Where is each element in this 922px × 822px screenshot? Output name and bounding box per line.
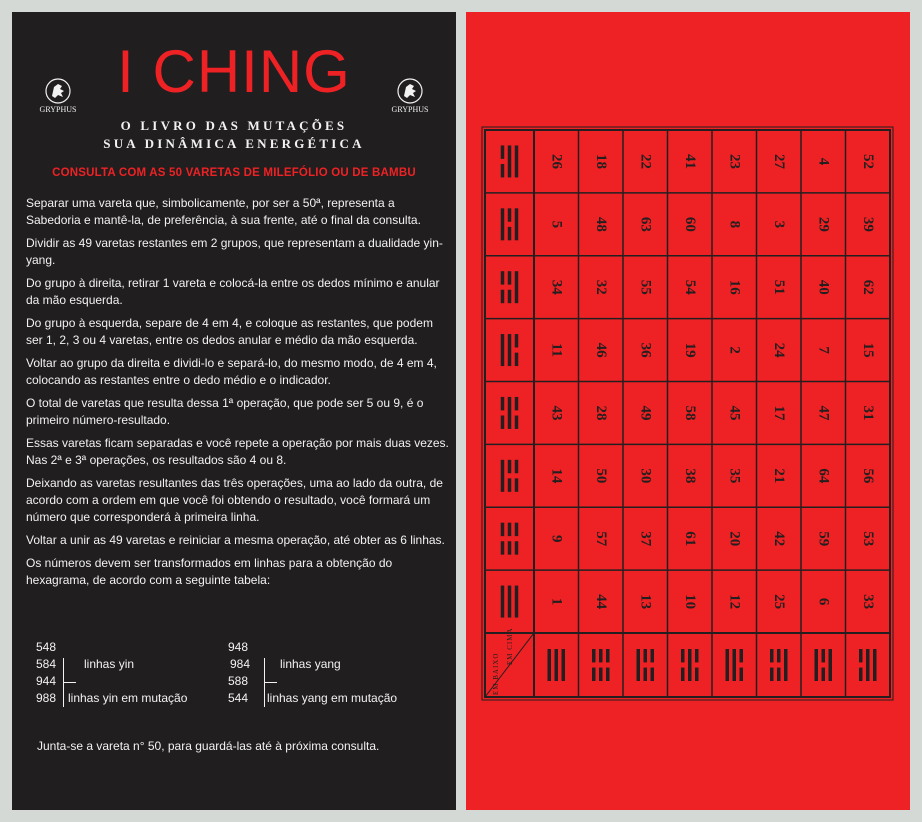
griffin-icon bbox=[45, 78, 71, 104]
paragraph: Voltar a unir as 49 varetas e reiniciar a mesma operação, até obter as 6 linhas. bbox=[26, 533, 445, 547]
yin-line bbox=[508, 227, 512, 240]
hexagram-grid bbox=[466, 12, 910, 810]
hexagram-table-panel bbox=[466, 12, 910, 810]
hexagram-number: 58 bbox=[681, 405, 698, 421]
hexagram-number: 4 bbox=[815, 157, 832, 166]
hexagram-number: 37 bbox=[637, 531, 654, 547]
instructions-text bbox=[26, 195, 451, 595]
yin-line bbox=[508, 541, 512, 554]
hexagram-number: 48 bbox=[592, 216, 609, 232]
hexagram-number: 21 bbox=[770, 468, 787, 484]
hexagram-number: 31 bbox=[859, 405, 876, 421]
yang-label: linhas yang bbox=[280, 657, 341, 671]
yin-line bbox=[822, 668, 826, 681]
yin-line bbox=[515, 353, 519, 366]
hexagram-number: 9 bbox=[548, 534, 565, 543]
yin-line bbox=[501, 290, 505, 303]
hexagram-number: 2 bbox=[726, 346, 743, 354]
hexagram-number: 24 bbox=[770, 342, 787, 358]
hexagram-number: 10 bbox=[681, 594, 698, 610]
yin-line bbox=[681, 668, 685, 681]
yang-line bbox=[548, 649, 552, 681]
hexagram-number: 36 bbox=[637, 342, 654, 358]
yang-line bbox=[733, 649, 737, 681]
publisher-logo-right bbox=[385, 78, 435, 114]
column-trigram bbox=[637, 649, 655, 681]
hexagram-number: 32 bbox=[592, 279, 609, 295]
yin-label: linhas yin bbox=[84, 657, 135, 671]
paragraph: Do grupo à direita, retirar 1 vareta e colocá-la entre os dedos mínimo e anular da mão esquerda. bbox=[26, 276, 440, 307]
hexagram-number: 55 bbox=[637, 279, 654, 295]
yang-line bbox=[508, 334, 512, 366]
yang-line bbox=[726, 649, 730, 681]
hexagram-number: 19 bbox=[681, 342, 698, 358]
hexagram-number: 16 bbox=[726, 279, 743, 295]
row-trigram bbox=[501, 397, 519, 429]
column-trigram bbox=[726, 649, 744, 681]
hexagram-number: 26 bbox=[548, 153, 565, 169]
hexagram-number: 27 bbox=[770, 153, 787, 169]
hexagram-number: 18 bbox=[592, 153, 609, 169]
hexagram-number: 52 bbox=[859, 153, 876, 169]
yin-line bbox=[508, 523, 512, 536]
hexagram-number: 3 bbox=[770, 220, 787, 229]
instruction-panel bbox=[12, 12, 456, 810]
yang-line bbox=[515, 208, 519, 240]
hexagram-number: 7 bbox=[815, 346, 832, 354]
hexagram-number: 63 bbox=[637, 216, 654, 232]
publisher-name: GRYPHUS bbox=[391, 105, 429, 114]
yin-line bbox=[501, 164, 505, 177]
hexagram-number: 8 bbox=[726, 220, 743, 229]
hexagram-number: 30 bbox=[637, 468, 654, 484]
bracket bbox=[264, 682, 277, 683]
row-trigram bbox=[501, 208, 519, 240]
paragraph: Voltar ao grupo da direita e dividi-lo e separá-lo, do mesmo modo, de 4 em 4, colocando as restantes entre o dedo médio e o indicador. bbox=[26, 356, 437, 387]
yang-line bbox=[515, 145, 519, 177]
griffin-icon bbox=[397, 78, 423, 104]
yin-line bbox=[651, 649, 655, 662]
yang-line bbox=[829, 649, 833, 681]
yin-line bbox=[606, 649, 610, 662]
yin-number: 584 bbox=[36, 657, 57, 671]
yin-line bbox=[515, 334, 519, 347]
column-trigram bbox=[548, 649, 566, 681]
footer-note: Junta-se a vareta n° 50, para guardá-las até à próxima consulta. bbox=[37, 739, 380, 753]
hexagram-number: 56 bbox=[859, 468, 876, 484]
hexagram-number: 33 bbox=[859, 594, 876, 610]
yin-line bbox=[501, 415, 505, 428]
yin-line bbox=[508, 290, 512, 303]
hexagram-number: 20 bbox=[726, 531, 743, 547]
hexagram-number: 43 bbox=[548, 405, 565, 421]
hexagram-number: 5 bbox=[548, 220, 565, 229]
hexagram-number: 49 bbox=[637, 405, 654, 421]
yang-line bbox=[515, 271, 519, 303]
hexagram-number: 14 bbox=[548, 468, 565, 484]
yang-line bbox=[508, 145, 512, 177]
yin-line bbox=[515, 460, 519, 473]
yin-line bbox=[501, 145, 505, 158]
paragraph: Dividir as 49 varetas restantes em 2 grupos, que representam a dualidade yin-yang. bbox=[26, 236, 443, 267]
paragraph: O total de varetas que resulta dessa 1ª operação, que pode ser 5 ou 9, é o primeiro número-resultado. bbox=[26, 396, 424, 427]
hexagram-number: 38 bbox=[681, 468, 698, 484]
hexagram-number: 46 bbox=[592, 342, 609, 358]
hexagram-number: 64 bbox=[815, 468, 832, 484]
publisher-logo-left bbox=[33, 78, 83, 114]
yang-line bbox=[688, 649, 692, 681]
hexagram-number: 53 bbox=[859, 531, 876, 547]
yin-line bbox=[859, 668, 863, 681]
yin-line bbox=[508, 271, 512, 284]
yin-line bbox=[501, 523, 505, 536]
yin-line bbox=[508, 460, 512, 473]
row-trigram bbox=[501, 334, 519, 366]
publisher-name: GRYPHUS bbox=[39, 105, 77, 114]
book-subtitle-1: O LIVRO DAS MUTAÇÕES bbox=[120, 118, 348, 133]
yin-number: 988 bbox=[36, 691, 57, 705]
yang-line bbox=[873, 649, 877, 681]
yin-line bbox=[515, 397, 519, 410]
yin-line bbox=[508, 478, 512, 491]
yang-line bbox=[562, 649, 566, 681]
yin-line bbox=[740, 649, 744, 662]
hexagram-number: 60 bbox=[681, 216, 698, 232]
yang-line bbox=[501, 334, 505, 366]
yin-line bbox=[651, 668, 655, 681]
paragraph: Os números devem ser transformados em linhas para a obtenção do hexagrama, de acordo com a seguinte tabela: bbox=[26, 556, 393, 587]
yin-line bbox=[501, 541, 505, 554]
column-trigram bbox=[770, 649, 788, 681]
hexagram-number: 42 bbox=[770, 531, 787, 547]
yin-line bbox=[592, 649, 596, 662]
hexagram-number: 50 bbox=[592, 468, 609, 484]
yin-line bbox=[515, 541, 519, 554]
hexagram-number: 41 bbox=[681, 153, 698, 169]
yin-line bbox=[770, 649, 774, 662]
yang-number: 948 bbox=[228, 640, 249, 654]
hexagram-number: 54 bbox=[681, 279, 698, 295]
hexagram-number: 23 bbox=[726, 153, 743, 169]
yin-line bbox=[515, 478, 519, 491]
book-subtitle-2: SUA DINÂMICA ENERGÉTICA bbox=[103, 136, 365, 151]
yang-line bbox=[866, 649, 870, 681]
yang-line bbox=[555, 649, 559, 681]
hexagram-number: 29 bbox=[815, 216, 832, 232]
yin-line bbox=[644, 649, 648, 662]
row-trigram bbox=[501, 271, 519, 303]
yang-line bbox=[515, 586, 519, 618]
paragraph: Separar uma vareta que, simbolicamente, por ser a 50ª, representa a Sabedoria e mantê-la, de preferência, à sua frente, até o final da consulta. bbox=[26, 196, 421, 227]
yin-mutation-label: linhas yin em mutação bbox=[68, 691, 188, 705]
yang-line bbox=[501, 586, 505, 618]
hexagram-number: 11 bbox=[548, 342, 565, 358]
hexagram-number: 59 bbox=[815, 531, 832, 547]
yang-number: 984 bbox=[230, 657, 251, 671]
yin-line bbox=[501, 271, 505, 284]
yin-line bbox=[770, 668, 774, 681]
hexagram-number: 61 bbox=[681, 531, 698, 547]
yin-line bbox=[515, 523, 519, 536]
hexagram-number: 13 bbox=[637, 594, 654, 610]
hexagram-number: 15 bbox=[859, 342, 876, 358]
column-trigram bbox=[815, 649, 833, 681]
yin-line bbox=[599, 668, 603, 681]
paragraph: Essas varetas ficam separadas e você repete a operação por mais duas vezes. Nas 2ª e 3ª operações, os resultados são 4 ou 8. bbox=[26, 436, 449, 467]
yin-line bbox=[592, 668, 596, 681]
hexagram-number: 17 bbox=[770, 405, 787, 421]
hexagram-number: 44 bbox=[592, 594, 609, 610]
row-trigram bbox=[501, 460, 519, 492]
yang-line bbox=[815, 649, 819, 681]
paragraph: Do grupo à esquerda, separe de 4 em 4, e coloque as restantes, que podem ser 1, 2, 3 ou 4 varetas, entre os dedos anular e médio da mão esquerda. bbox=[26, 316, 433, 347]
column-trigram bbox=[592, 649, 610, 681]
yin-line bbox=[606, 668, 610, 681]
yin-line bbox=[681, 649, 685, 662]
hexagram-number: 47 bbox=[815, 405, 832, 421]
yin-number: 548 bbox=[36, 640, 57, 654]
yang-number: 588 bbox=[228, 674, 249, 688]
yin-line bbox=[859, 649, 863, 662]
yang-mutation-label: linhas yang em mutação bbox=[267, 691, 398, 705]
hexagram-number: 6 bbox=[815, 597, 832, 606]
hexagram-number: 39 bbox=[859, 216, 876, 232]
yang-line bbox=[637, 649, 641, 681]
yang-line bbox=[784, 649, 788, 681]
book-title: I CHING bbox=[117, 38, 351, 105]
corner-label-top: EM CIMA bbox=[506, 627, 514, 665]
hexagram-number: 28 bbox=[592, 405, 609, 421]
hexagram-number: 12 bbox=[726, 594, 743, 610]
yin-line bbox=[822, 649, 826, 662]
column-trigram bbox=[681, 649, 699, 681]
hexagram-number: 40 bbox=[815, 279, 832, 295]
corner-label-bottom: EM BAIXO bbox=[492, 652, 500, 695]
row-trigram bbox=[501, 523, 519, 555]
hexagram-number: 45 bbox=[726, 405, 743, 421]
yin-line bbox=[695, 668, 699, 681]
bracket bbox=[63, 682, 76, 683]
hexagram-number: 1 bbox=[548, 597, 565, 606]
section-heading: CONSULTA COM AS 50 VARETAS DE MILEFÓLIO OU DE BAMBU bbox=[52, 167, 416, 179]
hexagram-number: 62 bbox=[859, 279, 876, 295]
row-trigram bbox=[501, 586, 519, 618]
yang-line bbox=[501, 208, 505, 240]
yang-line bbox=[508, 397, 512, 429]
hexagram-number: 25 bbox=[770, 594, 787, 610]
row-trigram bbox=[501, 145, 519, 177]
yang-number: 544 bbox=[228, 691, 249, 705]
hexagram-number: 57 bbox=[592, 531, 609, 547]
hexagram-number: 51 bbox=[770, 279, 787, 295]
yin-line bbox=[777, 649, 781, 662]
yang-line bbox=[501, 460, 505, 492]
yin-line bbox=[501, 397, 505, 410]
hexagram-number: 34 bbox=[548, 279, 565, 295]
yang-line bbox=[508, 586, 512, 618]
hexagram-number: 22 bbox=[637, 153, 654, 169]
yin-number: 944 bbox=[36, 674, 57, 688]
paragraph: Deixando as varetas resultantes das três operações, uma ao lado da outra, de acordo com a ordem em que você foi obtendo o resultado, você formará um número que corresponderá à primeira linha. bbox=[26, 476, 443, 524]
yin-line bbox=[644, 668, 648, 681]
yin-line bbox=[599, 649, 603, 662]
yin-line bbox=[777, 668, 781, 681]
yin-line bbox=[740, 668, 744, 681]
yin-line bbox=[695, 649, 699, 662]
yin-line bbox=[515, 415, 519, 428]
yin-line bbox=[508, 208, 512, 221]
hexagram-number: 35 bbox=[726, 468, 743, 484]
column-trigram bbox=[859, 649, 877, 681]
